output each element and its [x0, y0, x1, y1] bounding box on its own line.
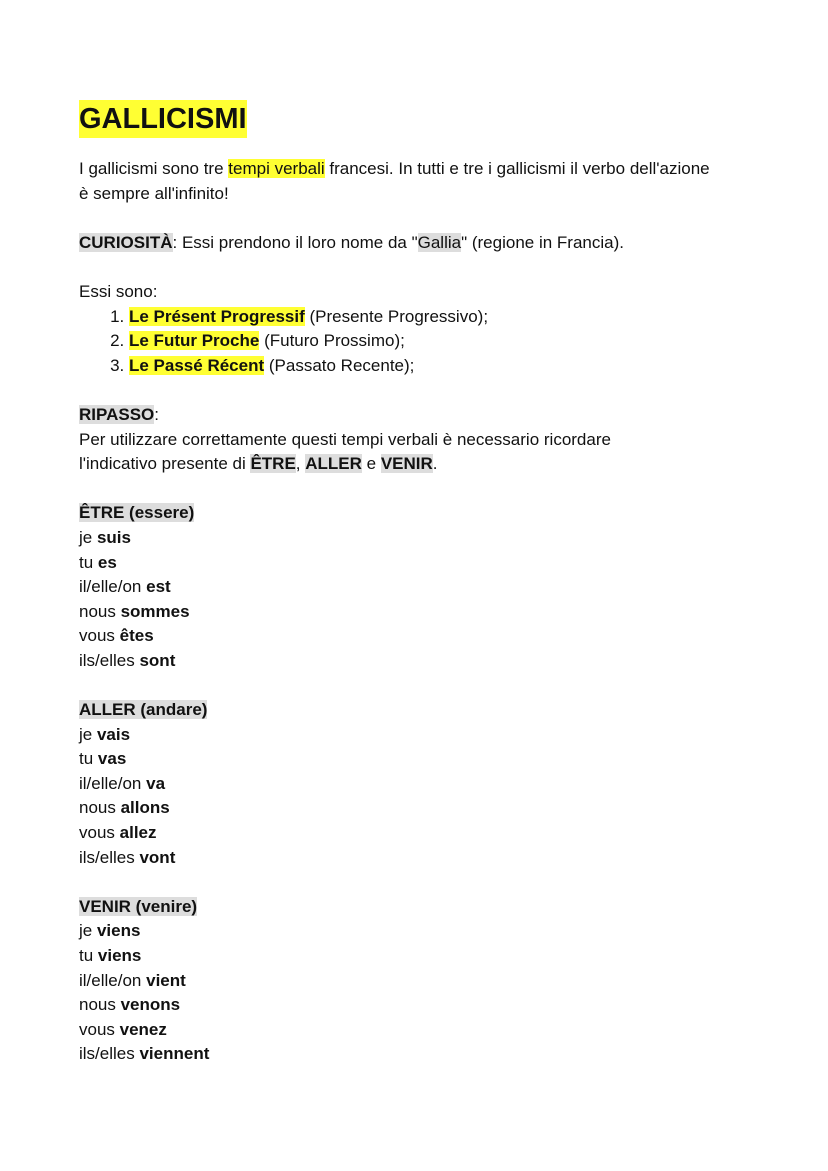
verb-title: VENIR (venire)	[79, 896, 198, 916]
pronoun: il/elle/on	[79, 577, 147, 597]
pronoun: nous	[79, 601, 121, 621]
pronoun: nous	[79, 995, 121, 1015]
pronoun: je	[79, 921, 97, 941]
pronoun: ils/elles	[79, 847, 140, 867]
verb-form: sont	[139, 650, 176, 670]
intro-paragraph	[79, 157, 719, 206]
conjugation-row	[79, 526, 828, 551]
pronoun: ils/elles	[79, 650, 140, 670]
tense-term: Le Futur Proche	[129, 331, 260, 351]
verb-title: ÊTRE (essere)	[79, 503, 195, 523]
conjugation-row	[79, 846, 828, 871]
intro-text-end: francesi. In tutti e tre i gallicismi il verbo dell'azione è sempre all'infinito!	[79, 159, 710, 203]
verb-form: viennent	[139, 1044, 210, 1064]
conjugation-row	[79, 796, 828, 821]
verb-form: est	[146, 577, 171, 597]
ripasso-colon: :	[154, 404, 159, 424]
curiosita-paragraph	[79, 231, 828, 256]
conjugation-row	[79, 1042, 828, 1067]
intro-text-start: I gallicismi sono tre	[79, 159, 229, 178]
conjugation-row	[79, 821, 828, 846]
pronoun: ils/elles	[79, 1044, 140, 1064]
pronoun: nous	[79, 798, 121, 818]
verb-form: venons	[120, 995, 181, 1015]
pronoun: vous	[79, 1019, 120, 1039]
list-item	[129, 305, 828, 330]
list-item	[129, 329, 828, 354]
verb-form: venez	[119, 1019, 167, 1039]
curiosita-text-start: : Essi prendono il loro nome da "	[172, 232, 418, 252]
verb-form: sommes	[120, 601, 190, 621]
pronoun: vous	[79, 626, 120, 646]
conjugation-row	[79, 551, 828, 576]
verb-form: êtes	[119, 626, 154, 646]
period: .	[432, 454, 438, 474]
intro-highlight: tempi verbali	[228, 159, 325, 178]
conjugation-row	[79, 649, 828, 674]
verb-form: suis	[96, 527, 131, 547]
conjugation-row	[79, 747, 828, 772]
verb-form: vont	[139, 847, 176, 867]
pronoun: je	[79, 724, 97, 744]
tense-term: Le Passé Récent	[129, 355, 265, 375]
verb-form: vas	[97, 749, 127, 769]
curiosita-highlight: Gallia	[417, 232, 462, 252]
verb-form: allez	[119, 823, 157, 843]
ripasso-line-1: Per utilizzare correttamente questi tempi verbali è necessario ricordare	[79, 429, 611, 449]
conjugation-row	[79, 944, 828, 969]
ripasso-heading	[79, 403, 828, 428]
pronoun: vous	[79, 823, 120, 843]
pronoun: tu	[79, 749, 98, 769]
conjugation-row	[79, 993, 828, 1018]
verb-form: vais	[96, 724, 131, 744]
ripasso-label: RIPASSO	[79, 404, 155, 424]
verb-form: es	[97, 552, 117, 572]
page-title: GALLICISMI	[79, 100, 247, 138]
pronoun: tu	[79, 946, 98, 965]
conjugation-row	[79, 919, 828, 944]
verb-block-venir	[79, 895, 828, 1067]
tense-desc: (Presente Progressivo);	[304, 306, 489, 326]
conjugation-row	[79, 969, 828, 994]
pronoun: tu	[79, 552, 98, 572]
conjugation-row	[79, 772, 828, 797]
verb-form: viens	[96, 921, 141, 941]
conjugation-row	[79, 600, 828, 625]
tenses-list	[79, 305, 828, 379]
pronoun: il/elle/on	[79, 773, 147, 793]
separator: ,	[295, 454, 306, 474]
verb-aller: ALLER	[305, 454, 362, 474]
ripasso-line-2-start: l'indicativo presente di	[79, 454, 251, 474]
separator: e	[361, 454, 381, 474]
verb-block-etre	[79, 501, 828, 673]
verb-form: vient	[146, 970, 186, 990]
verb-form: va	[146, 773, 166, 793]
verb-title: ALLER (andare)	[79, 700, 208, 720]
pronoun: il/elle/on	[79, 970, 147, 990]
conjugation-row	[79, 624, 828, 649]
tense-term: Le Présent Progressif	[129, 306, 305, 326]
list-intro: Essi sono:	[79, 281, 158, 301]
verb-block-aller	[79, 698, 828, 870]
pronoun: je	[79, 527, 97, 547]
list-item	[129, 354, 828, 379]
curiosita-text-end: " (regione in Francia).	[461, 232, 624, 252]
conjugation-row	[79, 723, 828, 748]
verb-etre: ÊTRE	[250, 454, 296, 474]
verb-form: viens	[97, 946, 142, 965]
tense-desc: (Futuro Prossimo);	[259, 331, 405, 351]
conjugation-row	[79, 1018, 828, 1043]
conjugation-row	[79, 575, 828, 600]
verb-form: allons	[120, 798, 170, 818]
verb-venir: VENIR	[380, 454, 433, 474]
curiosita-label: CURIOSITÀ	[79, 232, 173, 252]
ripasso-line-2	[79, 452, 828, 477]
tense-desc: (Passato Recente);	[264, 355, 415, 375]
